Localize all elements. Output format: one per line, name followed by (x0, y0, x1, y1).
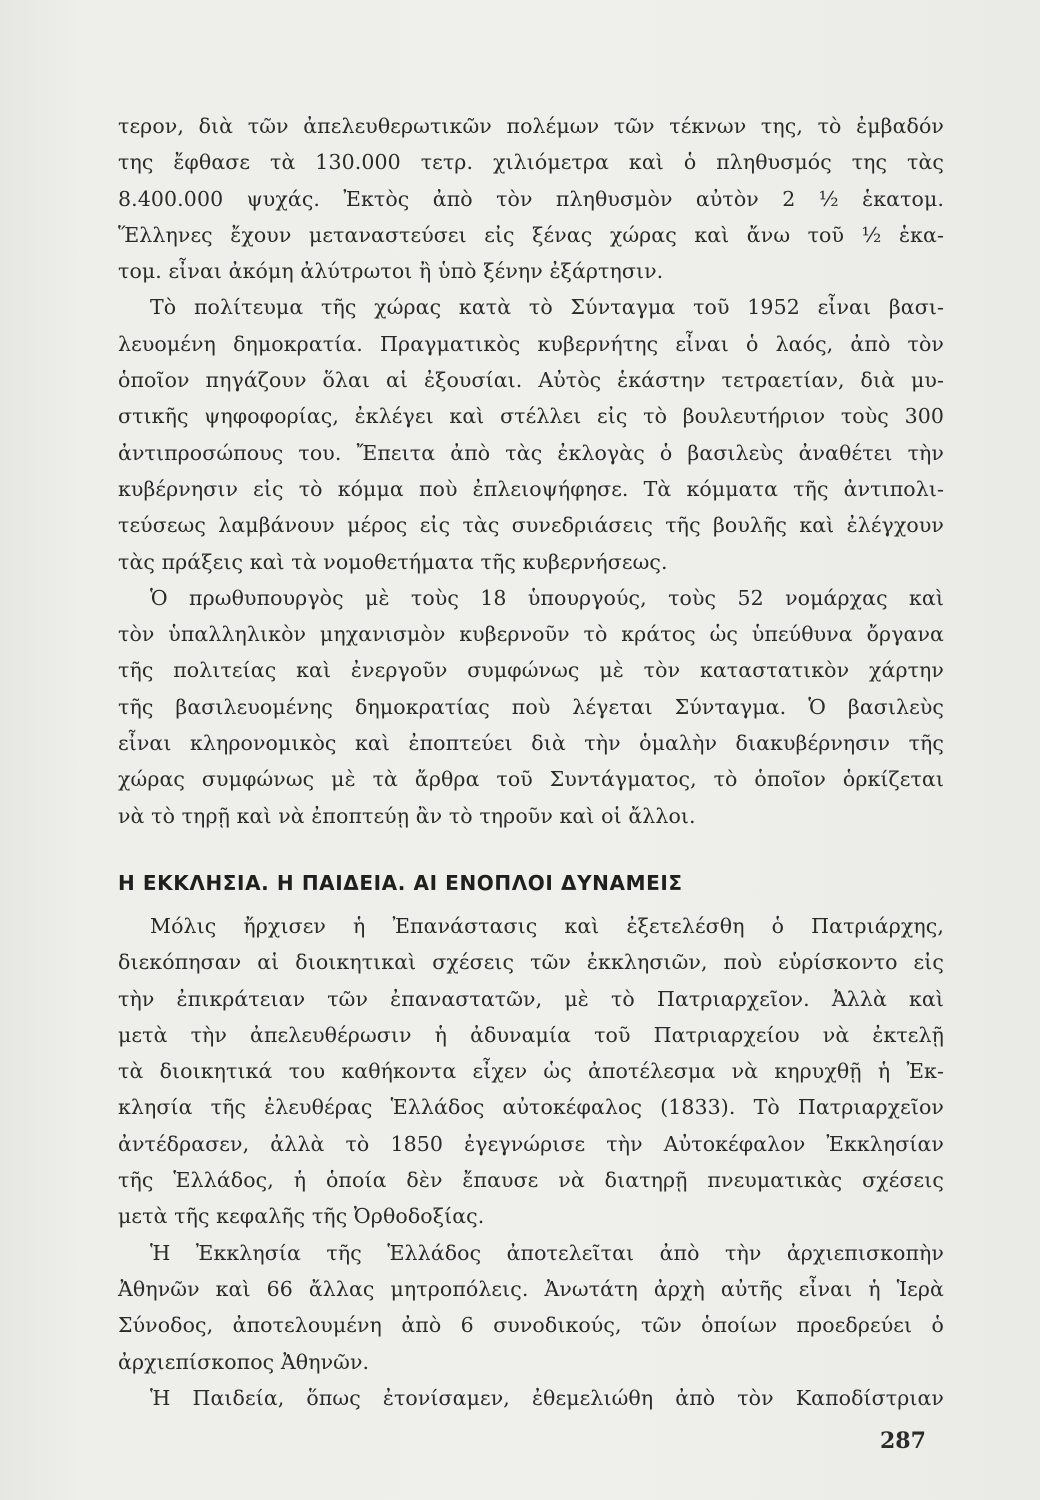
text-line: ἀντιπροσώπους του. Ἔπειτα ἀπὸ τὰς ἐκλογὰς ὁ βασιλεὺς ἀναθέτει τὴν (118, 440, 944, 465)
text-line: Σύνοδος, ἀποτελουμένη ἀπὸ 6 συνοδικούς, τῶν ὁποίων προεδρεύει ὁ (118, 1313, 944, 1338)
text-line: μετὰ τὴν ἀπελευθέρωσιν ἡ ἀδυναμία τοῦ Πατριαρχείου νὰ ἐκτελῇ (118, 1022, 944, 1047)
section-heading: Η ΕΚΚΛΗΣΙΑ. Η ΠΑΙΔΕΙΑ. ΑΙ ΕΝΟΠΛΟΙ ΔΥΝΑΜΕΙΣ (118, 870, 683, 895)
text-line: τερον, διὰ τῶν ἀπελευθερωτικῶν πολέμων τῶν τέκνων της, τὸ ἐμβαδόν (118, 114, 944, 138)
text-line: τῆς βασιλευομένης δημοκρατίας ποὺ λέγεται Σύνταγμα. Ὁ βασιλεὺς (118, 694, 944, 719)
text-line: στικῆς ψηφοφορίας, ἐκλέγει καὶ στέλλει εἰς τὸ βουλευτήριον τοὺς 300 (118, 404, 944, 429)
text-line: Ἡ Παιδεία, ὅπως ἐτονίσαμεν, ἐθεμελιώθη ἀπὸ τὸν Καποδίστριαν (150, 1385, 944, 1410)
paragraph-education (118, 1380, 944, 1416)
text-line: τῆς πολιτείας καὶ ἐνεργοῦν συμφώνως μὲ τὸν καταστατικὸν χάρτην (118, 658, 944, 683)
text-line: λευομένη δημοκρατία. Πραγματικὸς κυβερνήτης εἶναι ὁ λαός, ἀπὸ τὸν (118, 331, 944, 356)
text-line: κυβέρνησιν εἰς τὸ κόμμα ποὺ ἐπλειοψήφησε. Τὰ κόμματα τῆς ἀντιπολι- (118, 476, 944, 501)
text-line: τὸν ὑπαλληλικὸν μηχανισμὸν κυβερνοῦν τὸ κράτος ὡς ὑπεύθυνα ὄργανα (118, 622, 944, 647)
text-line: Ὁ πρωθυπουργὸς μὲ τοὺς 18 ὑπουργούς, τοὺς 52 νομάρχας καὶ (150, 585, 944, 610)
text-line: Τὸ πολίτευμα τῆς χώρας κατὰ τὸ Σύνταγμα τοῦ 1952 εἶναι βασι- (150, 295, 944, 320)
paragraph-church-structure (118, 1235, 944, 1380)
text-line: Ἡ Ἐκκλησία τῆς Ἑλλάδος ἀποτελεῖται ἀπὸ τὴν ἀρχιεπισκοπὴν (150, 1240, 944, 1265)
text-line: τῆς Ἑλλάδος, ἡ ὁποία δὲν ἔπαυσε νὰ διατηρῇ πνευματικὰς σχέσεις (118, 1168, 944, 1193)
text-line: τὰς πράξεις καὶ τὰ νομοθετήματα τῆς κυβερνήσεως. (118, 549, 668, 574)
text-line: τὴν ἐπικράτειαν τῶν ἐπαναστατῶν, μὲ τὸ Πατριαρχεῖον. Ἀλλὰ καὶ (118, 986, 944, 1011)
text-line: τὰ διοικητικά του καθήκοντα εἶχεν ὡς ἀποτέλεσμα νὰ κηρυχθῇ ἡ Ἐκ- (118, 1059, 944, 1084)
text-line: Ἀθηνῶν καὶ 66 ἄλλας μητροπόλεις. Ἀνωτάτη ἀρχὴ αὐτῆς εἶναι ἡ Ἱερὰ (118, 1276, 944, 1301)
paragraph-government (118, 580, 944, 834)
text-line: χώρας συμφώνως μὲ τὰ ἄρθρα τοῦ Συντάγματος, τὸ ὁποῖον ὁρκίζεται (118, 767, 944, 792)
paragraph-church-history (118, 908, 944, 1235)
text-line: νὰ τὸ τηρῇ καὶ νὰ ἐποπτεύῃ ἂν τὸ τηροῦν καὶ οἱ ἄλλοι. (118, 803, 696, 828)
text-line: ἀρχιεπίσκοπος Ἀθηνῶν. (118, 1349, 370, 1374)
text-line: διεκόπησαν αἱ διοικητικαὶ σχέσεις τῶν ἐκκλησιῶν, ποὺ εὑρίσκοντο εἰς (118, 950, 944, 975)
paragraph-constitution (118, 289, 944, 579)
page-number: 287 (880, 1428, 926, 1454)
text-line: Ἕλληνες ἔχουν μεταναστεύσει εἰς ξένας χώρας καὶ ἄνω τοῦ ½ ἑκα- (118, 222, 944, 247)
text-line: κλησία τῆς ἐλευθέρας Ἑλλάδος αὐτοκέφαλος (1833). Τὸ Πατριαρχεῖον (118, 1095, 944, 1120)
text-line: ἀντέδρασεν, ἀλλὰ τὸ 1850 ἐγεγνώρισε τὴν Αὐτοκέφαλον Ἐκκλησίαν (118, 1131, 944, 1156)
text-line: εἶναι κληρονομικὸς καὶ ἐποπτεύει διὰ τὴν ὁμαλὴν διακυβέρνησιν τῆς (118, 731, 944, 756)
text-line: τεύσεως λαμβάνουν μέρος εἰς τὰς συνεδριάσεις τῆς βουλῆς καὶ ἐλέγχουν (118, 513, 944, 538)
text-line: Μόλις ἤρχισεν ἡ Ἐπανάστασις καὶ ἐξετελέσθη ὁ Πατριάρχης, (150, 913, 944, 938)
text-line: μετὰ τῆς κεφαλῆς τῆς Ὀρθοδοξίας. (118, 1204, 485, 1229)
text-line: της ἔφθασε τὰ 130.000 τετρ. χιλιόμετρα καὶ ὁ πληθυσμός της τὰς (118, 150, 944, 175)
text-line: 8.400.000 ψυχάς. Ἐκτὸς ἀπὸ τὸν πληθυσμὸν αὐτὸν 2 ½ ἑκατομ. (118, 186, 944, 211)
text-column (118, 108, 944, 1416)
text-line: ὁποῖον πηγάζουν ὅλαι αἱ ἐξουσίαι. Αὐτὸς ἑκάστην τετραετίαν, διὰ μυ- (118, 368, 944, 393)
text-line: τομ. εἶναι ἀκόμη ἀλύτρωτοι ἢ ὑπὸ ξένην ἐξάρτησιν. (118, 259, 664, 284)
paragraph-population (118, 108, 944, 289)
